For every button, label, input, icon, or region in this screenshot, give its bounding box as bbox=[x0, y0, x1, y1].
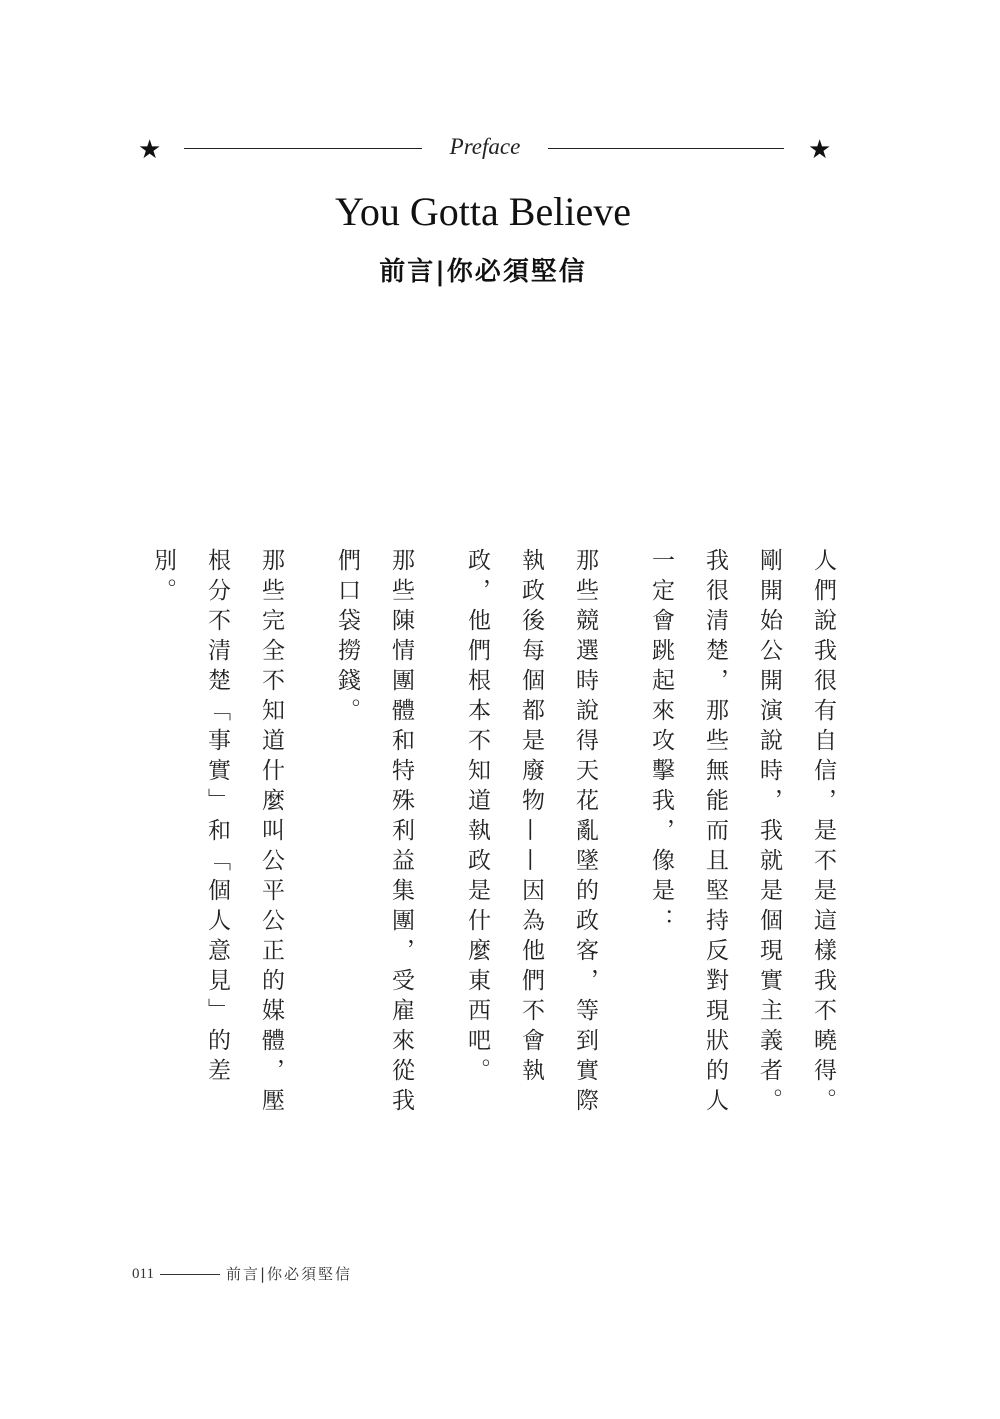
header-rule-right bbox=[548, 148, 784, 149]
chapter-title-english: You Gotta Believe bbox=[335, 189, 631, 234]
paragraph-6: 那些完全不知道什麼叫公平公正的媒體，壓根分不清楚「事實」和「個人意見」的差別。 bbox=[150, 548, 284, 1118]
paragraph-3: 我很清楚，那些無能而且堅持反對現狀的人一定會跳起來攻擊我，像是： bbox=[648, 548, 728, 1118]
paragraph-2: 剛開始公開演說時，我就是個現實主義者。 bbox=[756, 548, 782, 1118]
running-title: 前言|你必須堅信 bbox=[225, 1265, 353, 1283]
star-left-icon: ★ bbox=[138, 135, 162, 165]
page-number: 011 bbox=[132, 1266, 154, 1282]
preface-label: Preface bbox=[449, 134, 521, 159]
vertical-body-text bbox=[114, 548, 850, 1128]
paragraph-4: 那些競選時說得天花亂墜的政客，等到實際執政後每個都是廢物——因為他們不會執政，他們根本不知道執政是什麼東西吧。 bbox=[464, 548, 598, 1118]
header-rule-left bbox=[184, 148, 422, 149]
paragraph-5: 那些陳情團體和特殊利益集團，受雇來從我們口袋撈錢。 bbox=[334, 548, 414, 1118]
chapter-title-chinese: 前言|你必須堅信 bbox=[379, 257, 587, 287]
page-footer bbox=[132, 1264, 352, 1284]
paragraph-1: 人們說我很有自信，是不是這樣我不曉得。 bbox=[810, 548, 836, 1118]
star-right-icon: ★ bbox=[808, 135, 832, 165]
footer-rule bbox=[160, 1274, 220, 1275]
